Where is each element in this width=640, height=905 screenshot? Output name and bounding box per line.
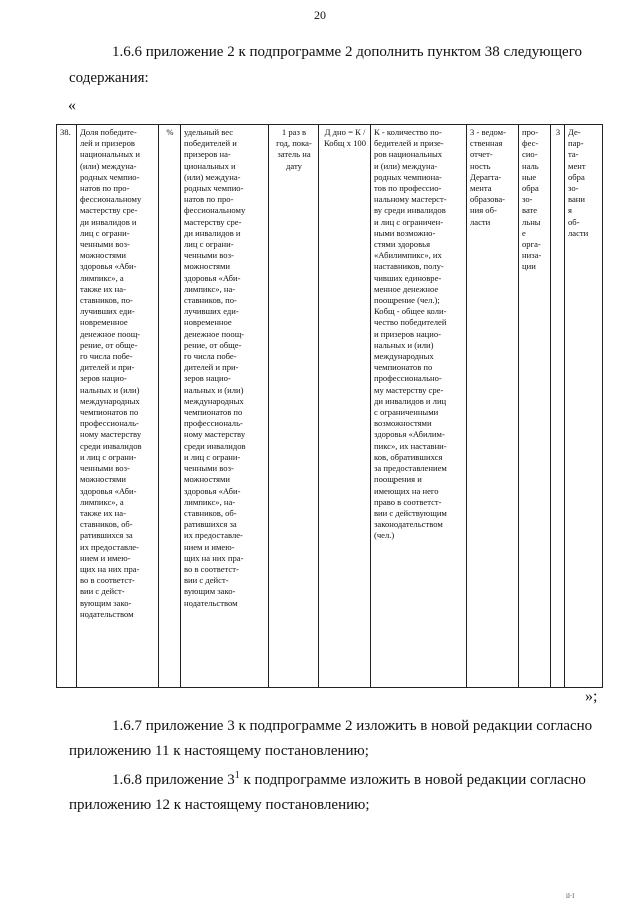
cell-responsible: Де- пар- та- мент обра зо- вани я об- ласти <box>565 125 603 688</box>
cell-formula: Д дно = К / Кобщ х 100 <box>319 125 371 688</box>
cell-unit: % <box>159 125 181 688</box>
cell-variables: К - количество по- бедителей и призе- ров национальных и (или) междуна- родных чемпиона- тов по профессио- нальному мастерст- ву среди инвалидов и лиц с ограничен- ными возможно- стями здоровья «Абилимпикс», их наставников, полу- чивших единовре- менное денежное поощрение (чел.); Кобщ - общее коли- чество победителей и призеров нацио- нальных и (или) международных чемпионатов по профессионально- му мастерству сре- ди инвалидов и лиц с ограниченными возможностями здоровья «Абилим- пикс», их наставни- ков, обратившихся за предоставлением поощрения и имеющих на него право в соответст- вии с действующим законодательством (чел.) <box>371 125 467 688</box>
superscript-one: 1 <box>234 770 240 781</box>
corner-mark: il·l <box>566 892 575 900</box>
cell-data-source: 3 - ведом- ственная отчет- ность Деparта- мента образова- ния об- ласти <box>467 125 519 688</box>
para-1-6-8-text-start: 1.6.8 приложение 3 <box>112 772 235 788</box>
cell-frequency: 1 раз в год, пока- затель на дату <box>269 125 319 688</box>
paragraph-1-6-6-line-2: содержания: <box>69 70 149 86</box>
cell-row-number: 38. <box>57 125 77 688</box>
paragraph-1-6-7-line-1: 1.6.7 приложение 3 к подпрограмме 2 изложить в новой редакции согласно <box>112 718 593 734</box>
closing-quote: »; <box>585 688 598 705</box>
cell-observation-unit: про- фес- сио- наль ные обра зо- вате льны е орга- низа- ции <box>519 125 551 688</box>
cell-indicator-name: Доля победите- лей и призеров национальных и (или) междуна- родных чемпио- натов по про- фессиональному мастерству сре- ди инвалидов и лиц с ограни- ченными воз- можностями здоровья «Аби- лимпикс», а также их на- ставников, по- лучивших еди- новременное денежное поощ- рение, от обще- го числа побе- дителей и при- зеров нацио- нальных и (или) международных чемпионатов по профессиональ- ному мастерству среди инвалидов и лиц с ограни- ченными воз- можностями здоровья «Аби- лимпикс», а также их на- ставников, об- ратившихся за их предоставле- нием и имею- щих на них пра- во в соответст- вии с дейст- вующим зако- нодательством <box>77 125 159 688</box>
cell-definition: удельный вес победителей и призеров на- циональных и (или) междуна- родных чемпио- натов по про- фессиональному мастерству сре- ди инвалидов и лиц с ограни- ченными воз- можностями здоровья «Аби- лимпикс», на- ставников, по- лучивших еди- новременное денежное поощ- рение, от обще- го числа побе- дителей и при- зеров нацио- нальных и (или) международных чемпионатов по профессиональ- ному мастерству среди инвалидов и лиц с ограни- ченными воз- можностями здоровья «Аби- лимпикс», на- ставников, об- ратившихся за их предоставле- нием и имею- щих на них пра- во в соответст- вии с дейст- вующим зако- нодательством <box>181 125 269 688</box>
para-1-6-8-text-end: к подпрограмме изложить в новой редакции согласно <box>239 772 586 788</box>
indicator-table <box>56 124 603 688</box>
cell-coverage: 3 <box>551 125 565 688</box>
paragraph-1-6-6-line-1: 1.6.6 приложение 2 к подпрограмме 2 дополнить пунктом 38 следующего <box>112 44 582 60</box>
paragraph-1-6-8-line-1 <box>112 770 586 790</box>
paragraph-1-6-7-line-2: приложению 11 к настоящему постановлению; <box>69 743 369 759</box>
opening-quote: « <box>68 97 76 114</box>
paragraph-1-6-8-line-2: приложению 12 к настоящему постановлению; <box>69 797 370 813</box>
table-row <box>57 125 603 688</box>
page-number: 20 <box>314 8 326 22</box>
